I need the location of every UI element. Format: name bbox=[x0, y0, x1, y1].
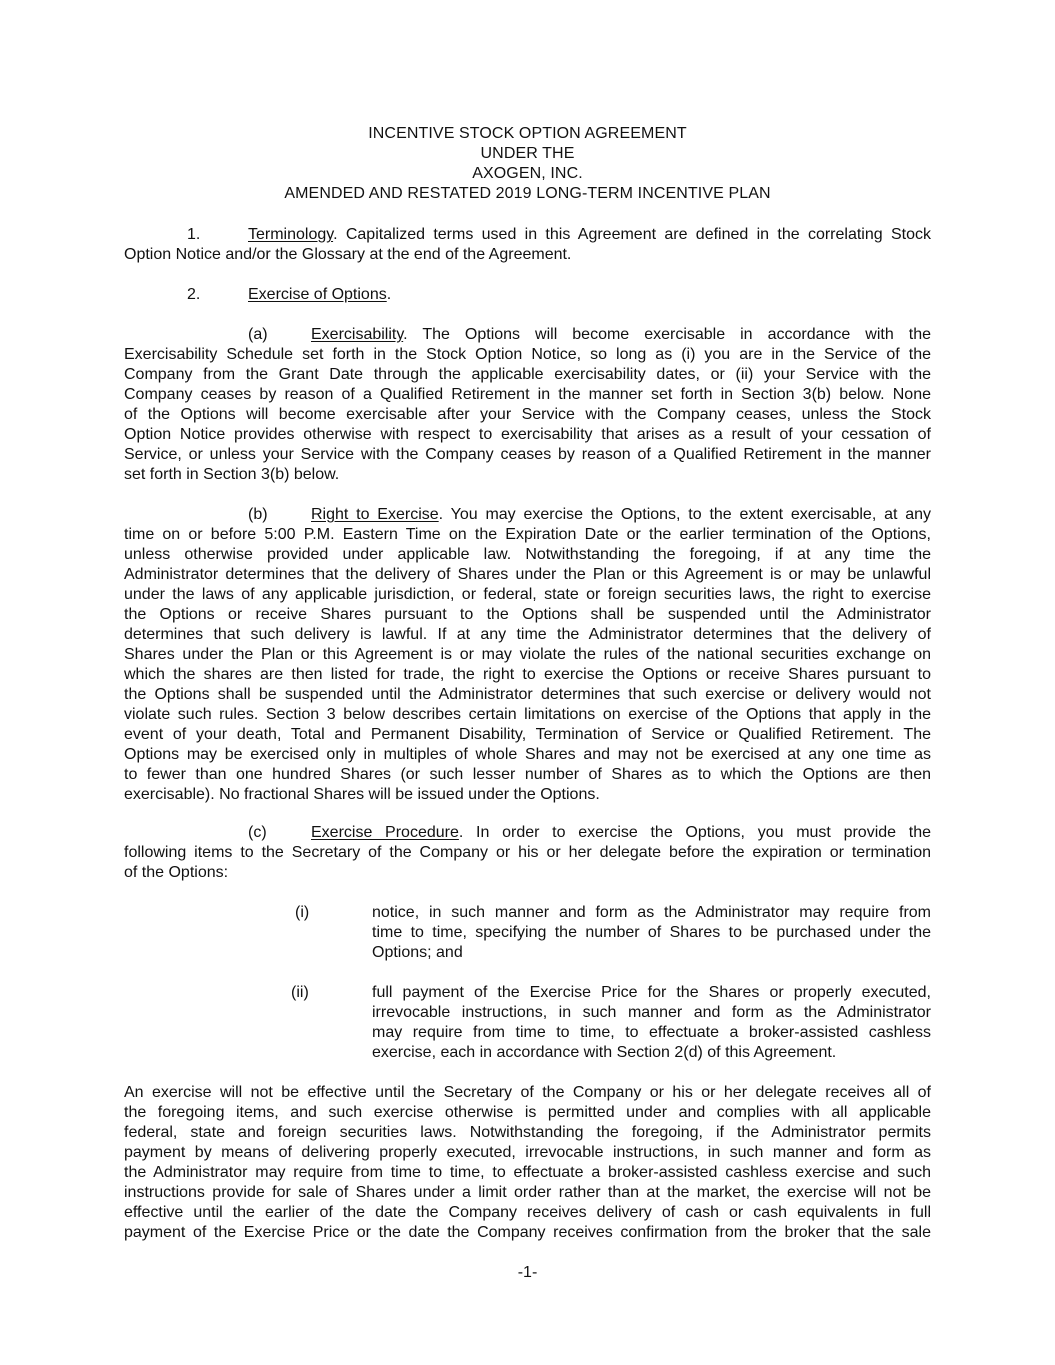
paragraph-line: the foregoing items, and such exercise otherwise is permitted under and complies with all applicable bbox=[124, 1104, 931, 1121]
paragraph-line: the Options or receive Shares pursuant to the Options shall be suspended until the Administrator bbox=[124, 606, 931, 623]
paragraph-line: exercise, each in accordance with Section 2(d) of this Agreement. bbox=[372, 1044, 837, 1061]
paragraph-line: notice, in such manner and form as the Administrator may require from bbox=[372, 904, 931, 921]
page-number: -1- bbox=[517, 1264, 538, 1281]
subsection-heading: Right to Exercise bbox=[311, 506, 439, 523]
paragraph-line: Company ceases by reason of a Qualified Retirement in the manner set forth in Section 3(b) below. None bbox=[124, 386, 931, 403]
paragraph-line: Options; and bbox=[372, 944, 463, 961]
title-line: AMENDED AND RESTATED 2019 LONG-TERM INCENTIVE PLAN bbox=[284, 185, 771, 202]
paragraph-line: set forth in Section 3(b) below. bbox=[124, 466, 340, 483]
text-run: . Capitalized terms used in this Agreement are defined in the correlating Stock bbox=[333, 226, 931, 243]
text-run: . The Options will become exercisable in accordance with the bbox=[403, 326, 931, 343]
section-1-terminology bbox=[124, 225, 931, 265]
subsection-label: (b) bbox=[248, 506, 268, 523]
section-number: 2. bbox=[187, 286, 201, 303]
paragraph-line bbox=[124, 823, 931, 843]
paragraph-line: under the laws of any applicable jurisdiction, or federal, state or foreign securities laws, the right to exercise bbox=[124, 586, 931, 603]
section-number: 1. bbox=[187, 226, 201, 243]
paragraph-line: of the Options: bbox=[124, 864, 229, 881]
paragraph-line: An exercise will not be effective until the Secretary of the Company or his or her delegate receives all of bbox=[124, 1084, 931, 1101]
list-item-label: (i) bbox=[295, 904, 310, 921]
paragraph-line bbox=[124, 325, 931, 345]
paragraph-line: exercisable). No fractional Shares will be issued under the Options. bbox=[124, 786, 600, 803]
paragraph-line: of the Options will become exercisable after your Service with the Company ceases, unless the Stock bbox=[124, 406, 931, 423]
paragraph-line: Option Notice provides otherwise with respect to exercisability that arises as a result of your cessation of bbox=[124, 426, 931, 443]
subsection-2b-right-to-exercise bbox=[124, 505, 931, 805]
paragraph-line bbox=[124, 225, 931, 245]
subsection-label: (c) bbox=[248, 824, 267, 841]
paragraph-line: the Administrator may require from time to time, to effectuate a broker-assisted cashless exercise and such bbox=[124, 1164, 931, 1181]
paragraph-line: determines that such delivery is lawful. If at any time the Administrator determines that the delivery of bbox=[124, 626, 931, 643]
paragraph-line: Exercisability Schedule set forth in the Stock Option Notice, so long as (i) you are in the Service of the bbox=[124, 346, 931, 363]
paragraph-line: Option Notice and/or the Glossary at the end of the Agreement. bbox=[124, 246, 572, 263]
text-run: . bbox=[386, 286, 392, 303]
exercise-effectiveness-paragraph bbox=[124, 1083, 931, 1243]
paragraph-line: effective until the earlier of the date the Company receives delivery of cash or cash equivalents in full bbox=[124, 1204, 931, 1221]
paragraph-line: event of your death, Total and Permanent Disability, Termination of Service or Qualified Retirement. The bbox=[124, 726, 931, 743]
paragraph-line: time to time, specifying the number of Shares to be purchased under the bbox=[372, 924, 931, 941]
paragraph-line: irrevocable instructions, in such manner and form as the Administrator bbox=[372, 1004, 931, 1021]
paragraph-line: may require from time to time, to effectuate a broker-assisted cashless bbox=[372, 1024, 931, 1041]
title-line: INCENTIVE STOCK OPTION AGREEMENT bbox=[368, 125, 687, 142]
subsection-label: (a) bbox=[248, 326, 268, 343]
paragraph-line: which the shares are then listed for trade, the right to exercise the Options or receive Shares pursuant to bbox=[124, 666, 931, 683]
list-item bbox=[372, 983, 931, 1063]
list-item bbox=[372, 903, 931, 963]
paragraph-line: instructions provide for sale of Shares under a limit order rather than at the market, the exercise will not be bbox=[124, 1184, 931, 1201]
paragraph-line: payment of the Exercise Price or the date the Company receives confirmation from the broker that the sale bbox=[124, 1224, 931, 1241]
paragraph-line: violate such rules. Section 3 below describes certain limitations on exercise of the Options that apply in the bbox=[124, 706, 931, 723]
paragraph-line: Shares under the Plan or this Agreement is or may violate the rules of the national securities exchange on bbox=[124, 646, 931, 663]
paragraph-line: to fewer than one hundred Shares (or such lesser number of Shares as to which the Options are then bbox=[124, 766, 931, 783]
section-heading: Exercise of Options bbox=[248, 286, 387, 303]
paragraph-line: Service, or unless your Service with the Company ceases by reason of a Qualified Retirement in the manner bbox=[124, 446, 931, 463]
subsection-2c-exercise-procedure bbox=[124, 823, 931, 883]
paragraph-line: following items to the Secretary of the Company or his or her delegate before the expiration or termination bbox=[124, 844, 931, 861]
paragraph-line: time on or before 5:00 P.M. Eastern Time on the Expiration Date or the earlier termination of the Options, bbox=[124, 526, 931, 543]
paragraph-line: the Options shall be suspended until the Administrator determines that such exercise or delivery would not bbox=[124, 686, 931, 703]
paragraph-line: unless otherwise provided under applicable law. Notwithstanding the foregoing, if at any time the bbox=[124, 546, 931, 563]
paragraph-line: Options may be exercised only in multiples of whole Shares and may not be exercised at any one time as bbox=[124, 746, 931, 763]
subsection-heading: Exercisability bbox=[311, 326, 404, 343]
text-run: . You may exercise the Options, to the extent exercisable, at any bbox=[438, 506, 932, 523]
section-heading: Terminology bbox=[248, 226, 334, 243]
text-run: . In order to exercise the Options, you must provide the bbox=[458, 824, 932, 841]
paragraph-line: full payment of the Exercise Price for the Shares or properly executed, bbox=[372, 984, 931, 1001]
paragraph-line bbox=[124, 505, 931, 525]
title-line: UNDER THE bbox=[480, 145, 575, 162]
paragraph-line bbox=[124, 285, 931, 305]
subsection-heading: Exercise Procedure bbox=[311, 824, 459, 841]
title-line: AXOGEN, INC. bbox=[472, 165, 583, 182]
section-2-heading bbox=[124, 285, 931, 305]
paragraph-line: federal, state and foreign securities laws. Notwithstanding the foregoing, if the Administrator permits bbox=[124, 1124, 931, 1141]
paragraph-line: Administrator determines that the delivery of Shares under the Plan or this Agreement is or may be unlawful bbox=[124, 566, 931, 583]
list-item-label: (ii) bbox=[291, 984, 309, 1001]
paragraph-line: payment by means of delivering properly executed, irrevocable instructions, in such manner and form as bbox=[124, 1144, 931, 1161]
subsection-2a-exercisability bbox=[124, 325, 931, 485]
paragraph-line: Company from the Grant Date through the applicable exercisability dates, or (ii) your Service with the bbox=[124, 366, 931, 383]
